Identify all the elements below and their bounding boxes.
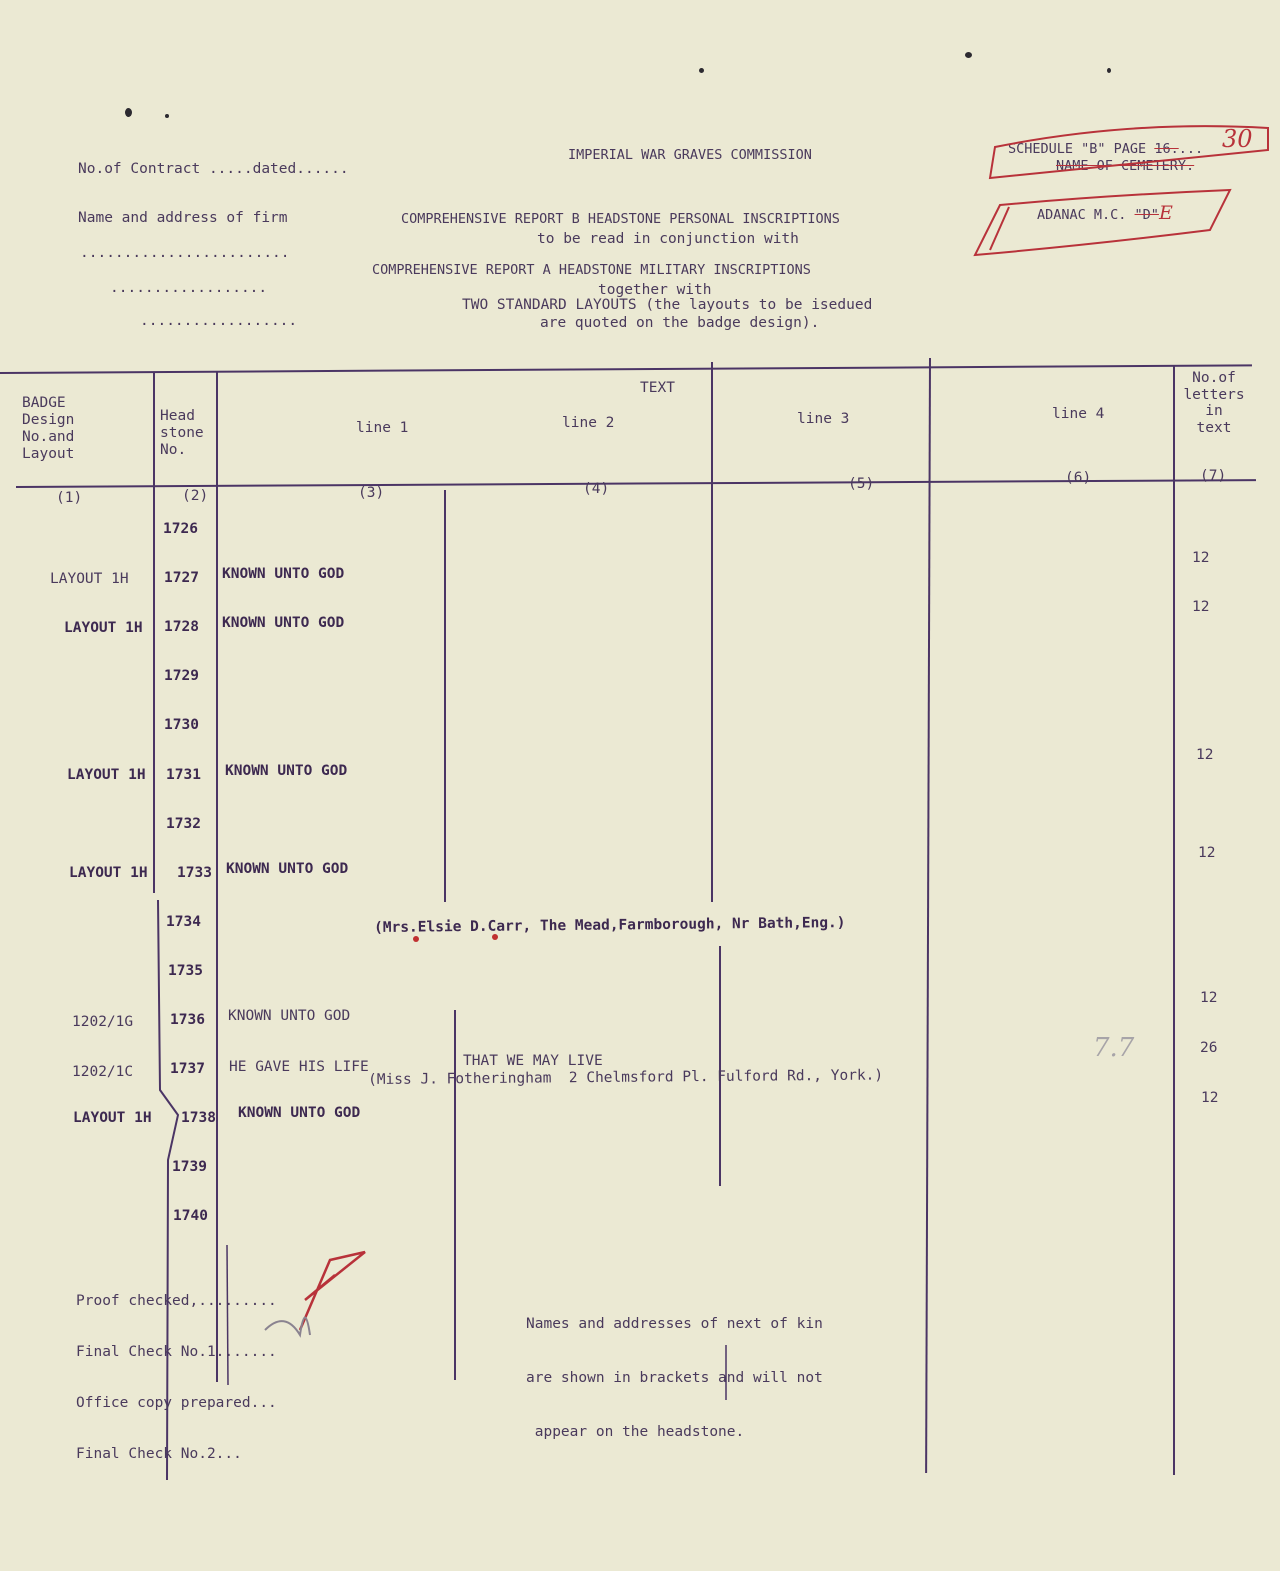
footnote: Names and addresses of next of kin are shown in brackets and will not appear on the headstone. <box>526 1316 823 1440</box>
headstone-number: 1740 <box>173 1208 208 1224</box>
col-number-2: (2) <box>182 488 209 504</box>
firm-dots-1: ........................ <box>80 245 290 261</box>
cemetery-struck-letter: "D" <box>1134 207 1159 223</box>
contract-line: No.of Contract .....dated...... <box>78 161 349 177</box>
headstone-number: 1729 <box>164 668 199 684</box>
inscription-line1: HE GAVE HIS LIFE <box>229 1059 369 1075</box>
headstone-number: 1726 <box>163 521 198 537</box>
firm-label: Name and address of firm <box>78 210 288 226</box>
inscription-line1: KNOWN UNTO GOD <box>225 763 348 779</box>
headstone-number: 1731 <box>166 767 201 783</box>
badge-design: 1202/1C <box>72 1064 134 1080</box>
headstone-number: 1730 <box>164 717 199 733</box>
cemetery-box <box>975 190 1230 255</box>
line3-header: line 3 <box>797 411 850 427</box>
text-header: TEXT <box>640 380 675 396</box>
line1-header: line 1 <box>356 420 409 436</box>
proof-checked: Proof checked,......... <box>76 1293 277 1309</box>
badge-design: LAYOUT 1H <box>73 1110 152 1126</box>
headstone-number: 1736 <box>170 1012 205 1028</box>
col-number-3: (3) <box>358 485 385 501</box>
headstone-number: 1727 <box>164 570 199 586</box>
pencil-note: 7.7 <box>1093 1033 1135 1063</box>
headstone-number: 1734 <box>166 914 201 930</box>
line2-header: line 2 <box>562 415 615 431</box>
letter-count: 12 <box>1192 550 1210 566</box>
headstone-number: 1735 <box>168 963 203 979</box>
schedule-struck-number: 16. <box>1154 141 1179 157</box>
cemetery-name: ADANAC M.C. "D"E <box>1037 202 1173 224</box>
inscription-line1: KNOWN UNTO GOD <box>238 1105 361 1121</box>
inscription-line1: KNOWN UNTO GOD <box>228 1008 351 1024</box>
inscription-line1: KNOWN UNTO GOD <box>222 615 345 631</box>
together-text: together with <box>598 282 712 298</box>
cemetery-label: NAME OF CEMETERY. <box>1056 158 1195 174</box>
office-copy: Office copy prepared... <box>76 1395 277 1411</box>
inscription-line1: KNOWN UNTO GOD <box>222 566 345 582</box>
schedule-box <box>990 126 1268 178</box>
line4-header: line 4 <box>1052 406 1105 422</box>
headstone-number: 1739 <box>172 1159 207 1175</box>
checks-block <box>76 1259 277 1480</box>
next-of-kin-fotheringham: (Miss J. Fotheringham 2 Chelmsford Pl. Fulford Rd., York.) <box>368 1067 884 1088</box>
headstone-number: 1732 <box>166 816 201 832</box>
headstone-number: 1733 <box>177 865 212 881</box>
col-number-5: (5) <box>848 476 875 492</box>
col-number-4: (4) <box>583 481 610 497</box>
badge-design: LAYOUT 1H <box>69 865 148 881</box>
inscription-line1: KNOWN UNTO GOD <box>226 861 349 877</box>
final-check-2: Final Check No.2... <box>76 1446 242 1462</box>
report-b-title: COMPREHENSIVE REPORT B HEADSTONE PERSONAL INSCRIPTIONS <box>401 211 840 227</box>
col-number-6: (6) <box>1065 470 1092 486</box>
firm-dots-2: .................. <box>110 280 268 296</box>
firm-dots-3: .................. <box>140 313 298 329</box>
col1-header: BADGE Design No.and Layout <box>22 395 75 462</box>
report-a-title: COMPREHENSIVE REPORT A HEADSTONE MILITARY INSCRIPTIONS <box>372 262 811 278</box>
checker-initials-red <box>300 1252 365 1330</box>
inscription-line2: THAT WE MAY LIVE <box>463 1053 603 1069</box>
letter-count: 12 <box>1198 845 1216 861</box>
headstone-number: 1737 <box>170 1061 205 1077</box>
next-of-kin-carr: (Mrs.Elsie D.Carr, The Mead,Farmborough, Nr Bath,Eng.) <box>374 915 846 936</box>
commission-title: IMPERIAL WAR GRAVES COMMISSION <box>568 147 812 163</box>
letter-count: 12 <box>1196 747 1214 763</box>
letter-count: 12 <box>1192 599 1210 615</box>
headstone-number: 1738 <box>181 1110 216 1126</box>
letter-count: 12 <box>1200 990 1218 1006</box>
final-check-1: Final Check No.1....... <box>76 1344 277 1360</box>
quoted-text: are quoted on the badge design). <box>540 315 820 331</box>
badge-design: LAYOUT 1H <box>67 767 146 783</box>
headstone-number: 1728 <box>164 619 199 635</box>
badge-design: LAYOUT 1H <box>64 620 143 636</box>
col-number-7: (7) <box>1200 468 1227 484</box>
cemetery-letter: E <box>1158 202 1173 224</box>
badge-design: LAYOUT 1H <box>50 571 129 587</box>
letter-count: 12 <box>1201 1090 1219 1106</box>
badge-design: 1202/1G <box>72 1014 134 1030</box>
col-number-1: (1) <box>56 490 83 506</box>
col7-header: No.of letters in text <box>1183 370 1245 436</box>
conjunction-text: to be read in conjunction with <box>537 231 799 247</box>
letter-count: 26 <box>1200 1040 1218 1056</box>
schedule-label: SCHEDULE "B" PAGE 16.... <box>1008 141 1204 157</box>
col2-header: Head stone No. <box>160 408 204 458</box>
schedule-page-number: 30 <box>1222 125 1253 153</box>
layouts-text: TWO STANDARD LAYOUTS (the layouts to be isedued <box>462 297 873 313</box>
